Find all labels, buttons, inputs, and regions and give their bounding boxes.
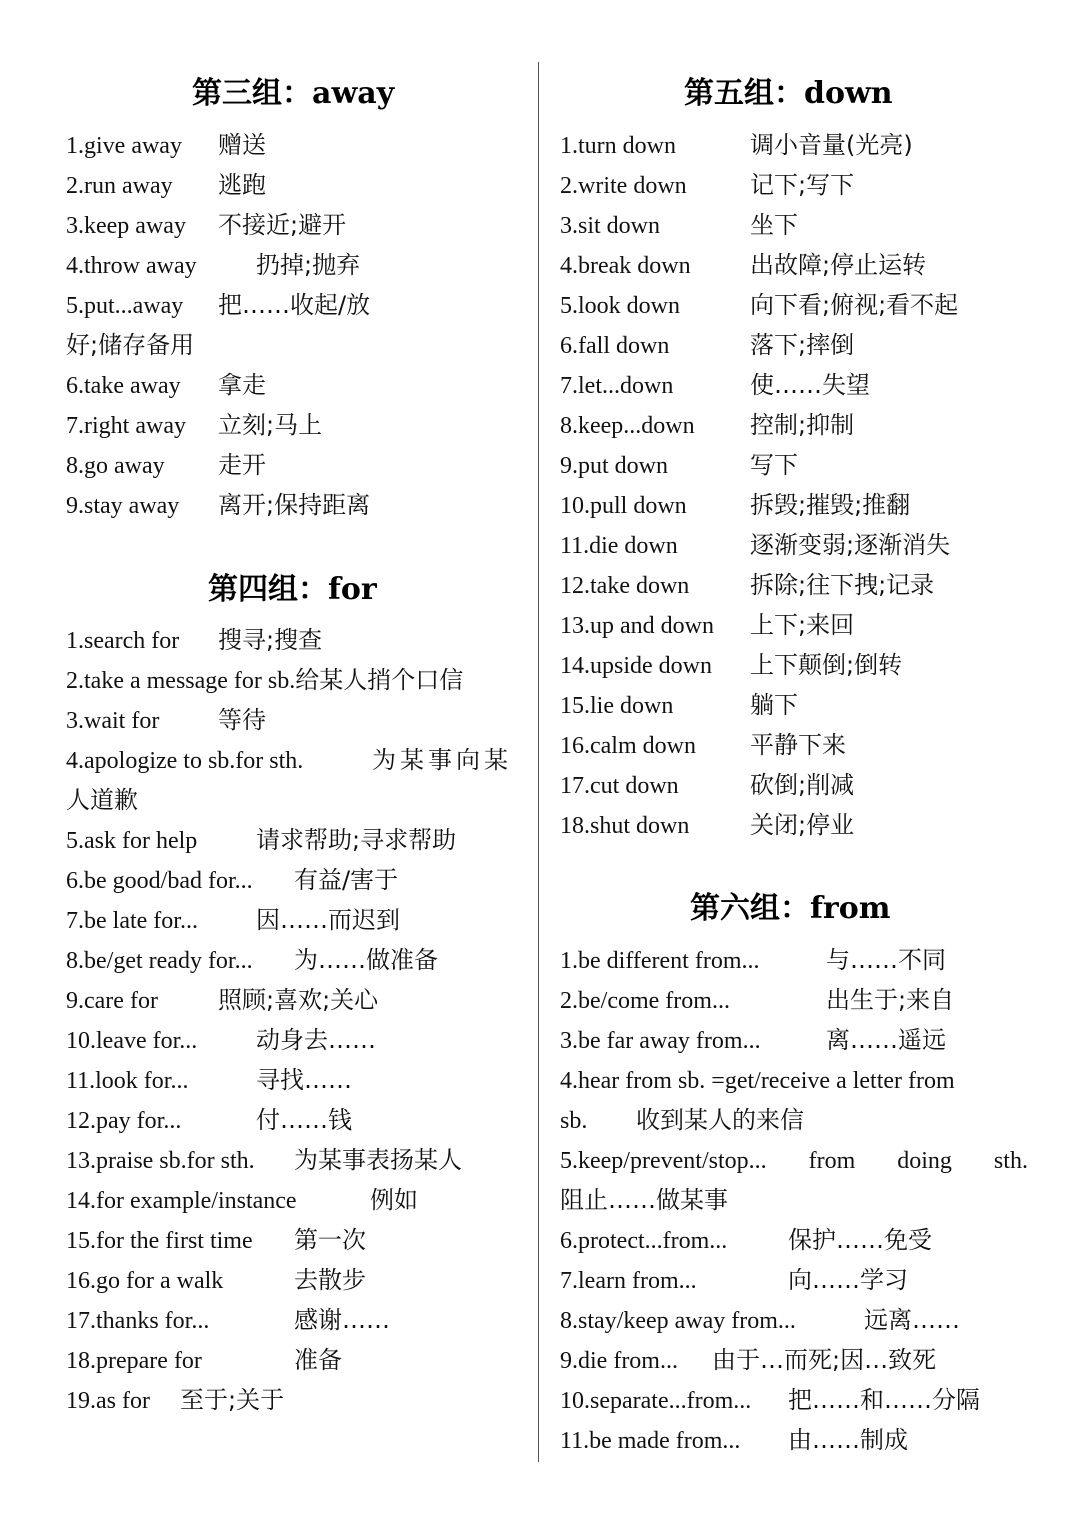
phrase-item: 2.be/come from... 出生于;来自	[560, 986, 955, 1014]
phrase-item-continuation: 阻止……做某事	[560, 1186, 728, 1214]
phrase-item: 11.die down 逐渐变弱;逐渐消失	[560, 531, 951, 559]
phrase-item: 10.separate...from... 把……和……分隔	[560, 1386, 980, 1414]
phrase-item: 16.calm down 平静下来	[560, 731, 846, 759]
phrase-item: 2.write down 记下;写下	[560, 171, 855, 199]
phrase-item: 16.go for a walk 去散步	[66, 1266, 366, 1294]
phrase-item: 7.learn from... 向……学习	[560, 1266, 908, 1294]
phrase-item: 4.hear from sb. =get/receive a letter from	[560, 1068, 955, 1094]
phrase-item: 8.be/get ready for... 为……做准备	[66, 946, 438, 974]
phrase-item: 9.care for 照顾;喜欢;关心	[66, 986, 379, 1014]
phrase-item: 17.cut down 砍倒;削减	[560, 771, 855, 799]
group-title-away: 第三组：away	[192, 76, 395, 111]
phrase-item: 3.be far away from... 离……遥远	[560, 1026, 946, 1054]
phrase-item: 13.praise sb.for sth. 为某事表扬某人	[66, 1146, 462, 1174]
phrase-item: 14.for example/instance 例如	[66, 1186, 418, 1214]
phrase-item: 1.give away 赠送	[66, 131, 266, 159]
phrase-item: 5.ask for help 请求帮助;寻求帮助	[66, 826, 457, 854]
phrase-item: 18.prepare for 准备	[66, 1346, 342, 1374]
phrase-item: 17.thanks for... 感谢……	[66, 1306, 390, 1334]
phrase-item: 7.let...down 使……失望	[560, 371, 870, 399]
phrase-item: 8.keep...down 控制;抑制	[560, 411, 855, 439]
group-title-for: 第四组：for	[208, 572, 377, 607]
phrase-item: 3.keep away 不接近;避开	[66, 211, 347, 239]
phrase-item: 5.look down 向下看;俯视;看不起	[560, 291, 959, 319]
phrase-item: 1.be different from... 与……不同	[560, 946, 946, 974]
phrase-item-continuation: 人道歉	[66, 786, 138, 814]
phrase-item: 11.look for... 寻找……	[66, 1066, 352, 1094]
phrase-item: 7.right away 立刻;马上	[66, 411, 323, 439]
phrase-item: 18.shut down 关闭;停业	[560, 811, 855, 839]
phrase-item: 4.break down 出故障;停止运转	[560, 251, 927, 279]
phrase-item: 4.throw away 扔掉;抛弃	[66, 251, 361, 279]
phrase-item: 6.protect...from... 保护……免受	[560, 1226, 932, 1254]
phrase-item: 1.search for 搜寻;搜查	[66, 626, 323, 654]
phrase-item: 15.lie down 躺下	[560, 691, 798, 719]
phrase-item: 3.sit down 坐下	[560, 211, 798, 239]
phrase-item: 9.die from... 由于…而死;因…致死	[560, 1346, 937, 1374]
phrase-item: 11.be made from... 由……制成	[560, 1426, 908, 1454]
phrase-item: 6.be good/bad for... 有益/害于	[66, 866, 399, 894]
phrase-item: 5.keep/prevent/stop... from doing sth.	[560, 1148, 1028, 1174]
group-title-down: 第五组：down	[684, 76, 893, 111]
phrase-item: 8.stay/keep away from... 远离……	[560, 1306, 960, 1334]
column-divider	[538, 62, 539, 1462]
phrase-item: 19.as for 至于;关于	[66, 1386, 285, 1414]
phrase-item: 7.be late for... 因……而迟到	[66, 906, 400, 934]
phrase-item: 10.pull down 拆毁;摧毁;推翻	[560, 491, 911, 519]
phrase-item: 12.take down 拆除;往下拽;记录	[560, 571, 935, 599]
phrase-item: 3.wait for 等待	[66, 706, 266, 734]
phrase-item: 12.pay for... 付……钱	[66, 1106, 352, 1134]
phrase-item: 14.upside down 上下颠倒;倒转	[560, 651, 903, 679]
phrase-item: 5.put...away 把……收起/放	[66, 291, 371, 319]
phrase-item-continuation: sb. 收到某人的来信	[560, 1106, 804, 1134]
phrase-item: 1.turn down 调小音量(光亮)	[560, 131, 913, 159]
group-title-from: 第六组：from	[690, 891, 891, 926]
phrase-item: 13.up and down 上下;来回	[560, 611, 855, 639]
phrase-item: 2.take a message for sb.给某人捎个口信	[66, 666, 464, 694]
phrase-item: 9.stay away 离开;保持距离	[66, 491, 371, 519]
phrase-item: 8.go away 走开	[66, 451, 266, 479]
phrase-item: 10.leave for... 动身去……	[66, 1026, 376, 1054]
phrase-item: 6.fall down 落下;摔倒	[560, 331, 855, 359]
phrase-item: 4.apologize to sb.for sth. 为某事向某	[66, 746, 512, 774]
phrase-item: 9.put down 写下	[560, 451, 798, 479]
phrase-item: 2.run away 逃跑	[66, 171, 266, 199]
phrase-item-continuation: 好;储存备用	[66, 331, 195, 359]
phrase-item: 6.take away 拿走	[66, 371, 266, 399]
phrase-item: 15.for the first time 第一次	[66, 1226, 366, 1254]
